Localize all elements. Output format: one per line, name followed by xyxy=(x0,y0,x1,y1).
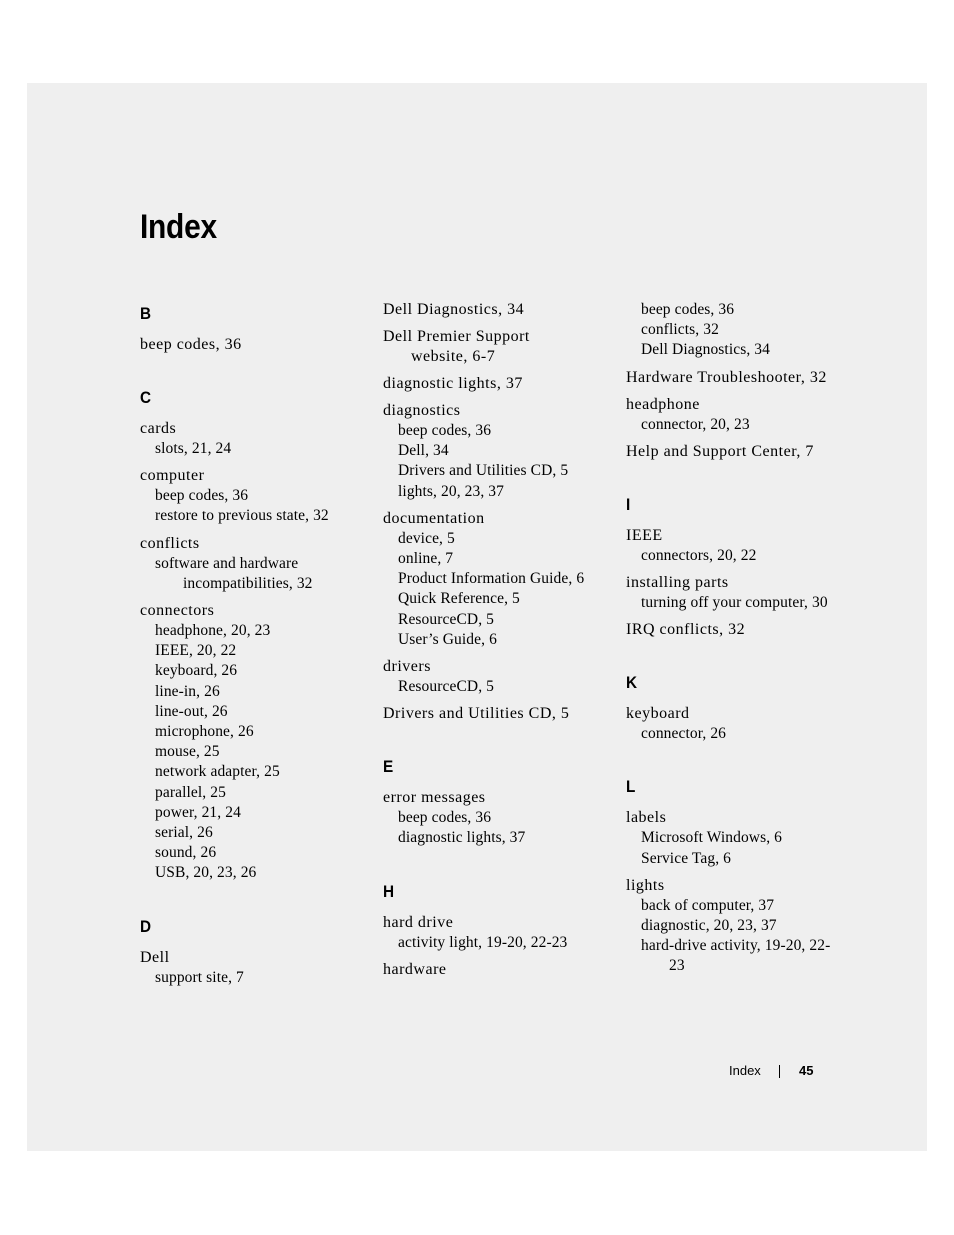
index-term: labels xyxy=(626,809,667,827)
index-subentry: Service Tag, 6 xyxy=(641,849,731,867)
index-term: Dell Premier Support xyxy=(383,328,530,345)
index-entry xyxy=(383,401,613,502)
index-subentry: Dell Diagnostics, 34 xyxy=(641,341,770,359)
index-subentry: USB, 20, 23, 26 xyxy=(155,864,257,882)
index-subentry: IEEE, 20, 22 xyxy=(155,642,237,660)
index-subentry: diagnostic lights, 37 xyxy=(398,829,526,847)
index-subentry: slots, 21, 24 xyxy=(155,440,232,457)
index-subentry: conflicts, 32 xyxy=(641,321,719,339)
index-subentry: ResourceCD, 5 xyxy=(398,678,495,696)
index-entry xyxy=(383,704,613,724)
index-entry xyxy=(383,788,613,848)
index-entry xyxy=(383,509,613,650)
index-entry xyxy=(140,534,370,594)
index-subentry: connectors, 20, 22 xyxy=(641,546,757,564)
index-term: hardware xyxy=(383,960,447,978)
index-entry xyxy=(626,704,866,744)
index-entry xyxy=(140,948,370,988)
index-entry xyxy=(140,419,370,459)
page-title: Index xyxy=(140,208,217,246)
section-letter: C xyxy=(140,388,152,407)
index-subentry: back of computer, 37 xyxy=(641,896,775,914)
index-subentry: beep codes, 36 xyxy=(398,422,492,439)
index-entry xyxy=(383,374,613,394)
index-column-3 xyxy=(626,300,866,984)
index-column-1 xyxy=(140,300,370,995)
index-entry xyxy=(626,300,866,361)
index-subentry: line-out, 26 xyxy=(155,702,228,720)
index-subentry-text: hard-drive activity, 19-20, 22- xyxy=(641,937,831,955)
index-entry xyxy=(383,300,613,320)
index-subentry: online, 7 xyxy=(398,550,454,568)
index-entry xyxy=(626,526,866,566)
index-subentry-text: software and hardware xyxy=(155,554,299,572)
section-letter: E xyxy=(383,757,394,777)
index-subentry: ResourceCD, 5 xyxy=(398,610,495,628)
index-term: lights xyxy=(626,876,665,894)
index-entry xyxy=(383,960,613,980)
index-subentry: support site, 7 xyxy=(155,968,244,986)
index-subentry: power, 21, 24 xyxy=(155,803,241,821)
index-entry xyxy=(383,327,613,367)
index-term: diagnostic lights, 37 xyxy=(383,375,523,392)
index-subentry: beep codes, 36 xyxy=(155,487,249,505)
index-entry xyxy=(626,573,866,613)
index-term: computer xyxy=(140,467,205,485)
footer-label: Index xyxy=(729,1063,761,1078)
index-subentry: mouse, 25 xyxy=(155,743,220,761)
index-entry xyxy=(140,601,370,884)
section-letter: L xyxy=(626,777,636,797)
section-letter: D xyxy=(140,916,152,936)
index-term: drivers xyxy=(383,658,431,676)
index-subentry: User’s Guide, 6 xyxy=(398,630,497,648)
index-subentry-continuation: 23 xyxy=(669,957,685,975)
index-entry xyxy=(383,657,613,697)
index-column-2 xyxy=(383,300,613,987)
index-term: conflicts xyxy=(140,534,200,552)
index-entry xyxy=(140,335,370,355)
index-term: IRQ conflicts, 32 xyxy=(626,621,746,639)
index-term-continuation: website, 6-7 xyxy=(411,348,496,365)
index-entry xyxy=(626,368,866,388)
index-subentry: network adapter, 25 xyxy=(155,763,280,781)
index-subentry: diagnostic, 20, 23, 37 xyxy=(641,917,777,935)
index-subentry: Quick Reference, 5 xyxy=(398,590,520,608)
index-subentry: device, 5 xyxy=(398,529,455,547)
section-letter: B xyxy=(140,304,152,323)
index-entry xyxy=(626,808,866,868)
index-term: Help and Support Center, 7 xyxy=(626,442,814,460)
index-subentry: Drivers and Utilities CD, 5 xyxy=(398,462,569,480)
page-number: 45 xyxy=(799,1063,814,1078)
index-subentry: Microsoft Windows, 6 xyxy=(641,829,783,847)
index-subentry: Product Information Guide, 6 xyxy=(398,570,585,588)
index-subentry: headphone, 20, 23 xyxy=(155,622,271,640)
index-subentry: serial, 26 xyxy=(155,824,213,842)
index-term: Hardware Troubleshooter, 32 xyxy=(626,368,827,386)
index-term: error messages xyxy=(383,789,486,807)
index-term: Dell xyxy=(140,948,170,966)
section-letter: K xyxy=(626,673,638,693)
section-letter: H xyxy=(383,881,395,901)
index-subentry: restore to previous state, 32 xyxy=(155,507,329,525)
index-term: keyboard xyxy=(626,705,690,723)
footer-separator xyxy=(779,1065,780,1078)
index-subentry: Dell, 34 xyxy=(398,442,449,460)
index-subentry-continuation: incompatibilities, 32 xyxy=(183,574,313,592)
index-entry xyxy=(626,395,866,435)
index-subentry: beep codes, 36 xyxy=(398,809,492,827)
index-term: headphone xyxy=(626,395,700,413)
index-subentry xyxy=(626,936,866,976)
index-subentry: connector, 26 xyxy=(641,725,727,743)
index-subentry: connector, 20, 23 xyxy=(641,415,750,433)
index-term: documentation xyxy=(383,509,485,527)
index-term: connectors xyxy=(140,602,215,620)
index-term: beep codes, 36 xyxy=(140,336,242,353)
index-entry xyxy=(626,876,866,977)
index-term: diagnostics xyxy=(383,402,461,419)
index-term: Drivers and Utilities CD, 5 xyxy=(383,705,570,723)
index-term: cards xyxy=(140,420,177,437)
index-entry xyxy=(140,466,370,526)
index-term: Dell Diagnostics, 34 xyxy=(383,301,525,318)
section-letter: I xyxy=(626,494,631,514)
index-term: IEEE xyxy=(626,526,663,544)
index-subentry: lights, 20, 23, 37 xyxy=(398,482,505,500)
index-subentry: turning off your computer, 30 xyxy=(641,594,828,612)
index-entry xyxy=(626,442,866,462)
index-subentry: sound, 26 xyxy=(155,844,217,862)
index-subentry: parallel, 25 xyxy=(155,783,226,801)
index-entry xyxy=(383,913,613,953)
index-term: hard drive xyxy=(383,913,454,931)
index-subentry: beep codes, 36 xyxy=(641,301,735,318)
index-term: installing parts xyxy=(626,574,729,592)
index-subentry: activity light, 19-20, 22-23 xyxy=(398,933,568,951)
index-subentry xyxy=(140,554,370,594)
index-subentry: keyboard, 26 xyxy=(155,662,238,680)
index-subentry: line-in, 26 xyxy=(155,682,220,700)
index-entry xyxy=(626,620,866,640)
index-subentry: microphone, 26 xyxy=(155,723,254,741)
